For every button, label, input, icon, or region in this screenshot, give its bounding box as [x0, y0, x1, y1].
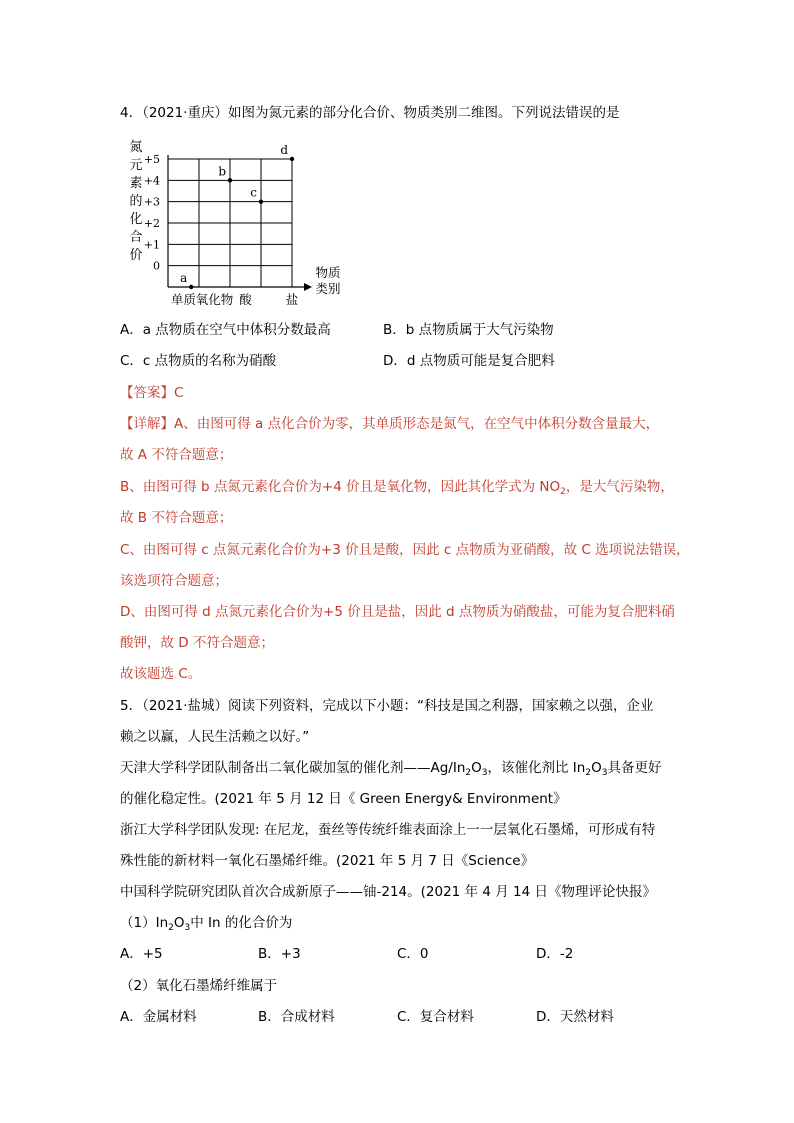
point-b	[228, 178, 232, 182]
q5-material-3: 中国科学院研究团队首次合成新原子——铀-214。(2021 年 4 月 14 日《物理评论快报》	[120, 884, 656, 900]
q5-subquestion-1: $(1)In_2O_3$中 In 的化合价为	[120, 915, 293, 933]
q5-sq1-option-c: C．0	[397, 946, 429, 962]
y-tick-label: +1	[143, 238, 160, 252]
y-axis-label-char: 素	[129, 176, 143, 191]
point-label-b: b	[218, 164, 226, 179]
q4-answer: 【答案】C	[120, 385, 184, 401]
q5-sq2-option-b: B．合成材料	[258, 1009, 335, 1025]
q5-material-1-cont: 的催化稳定性。(2021 年 5 月 12 日《 Green Energy& Environment》	[120, 791, 567, 807]
q5-material-2-cont: 殊性能的新材料一氧化石墨烯纤维。(2021 年 5 月 7 日《Science》	[120, 853, 535, 869]
q5-sq1-option-d: D．-2	[536, 946, 574, 962]
q4-option-a: A．a 点物质在空气中体积分数最高	[120, 322, 331, 338]
q5-stem-line-1: 5．（2021·盐城）阅读下列资料，完成以下小题：“科技是国之利器，国家赖之以强，企业	[120, 698, 654, 714]
point-d	[290, 157, 294, 161]
point-label-d: d	[280, 143, 288, 157]
q4-analysis-line-1: 【详解】A、由图可得 a 点化合价为零，其单质形态是氮气，在空气中体积分数含量最大，	[120, 416, 660, 432]
valence-category-chart	[120, 135, 360, 305]
q4-option-c: C．c 点物质的名称为硝酸	[120, 353, 277, 369]
q4-analysis-line-3: B、由图可得 b 点氮元素化合价为+4 价且是氧化物，因此其化学式为 $NO_2$，是大气污染物，	[120, 479, 674, 497]
x-axis-label-part: 类别	[315, 281, 341, 296]
point-label-a: a	[180, 271, 188, 285]
x-tick-label: 酸	[239, 292, 252, 305]
point-a	[189, 285, 193, 289]
point-c	[259, 199, 263, 203]
q5-material-1: 天津大学科学团队制备出二氧化碳加氢的催化剂$——Ag/In_2O_3$，该催化剂比 $In_2O_3$具备更好	[120, 760, 662, 778]
y-tick-label: +3	[143, 195, 160, 209]
x-tick-label: 单质	[170, 292, 197, 305]
y-axis-label-char: 元	[129, 158, 143, 173]
analysis-tag: 【详解】	[120, 416, 174, 432]
y-tick-label: 0	[153, 259, 160, 273]
q4-option-d: D．d 点物质可能是复合肥料	[383, 353, 555, 369]
q4-analysis-line-9: 故该题选 C。	[120, 666, 202, 682]
y-axis-label-char: 的	[129, 194, 143, 209]
x-axis-label	[315, 265, 341, 296]
point-label-c: c	[250, 185, 257, 200]
y-axis-label-char: 价	[129, 248, 143, 263]
q5-sq1-option-a: A．+5	[120, 946, 163, 962]
q5-sq2-option-a: A．金属材料	[120, 1009, 197, 1025]
y-tick-label: +5	[143, 153, 160, 166]
q5-sq2-option-d: D．天然材料	[536, 1009, 614, 1025]
q4-analysis-line-8: 酸钾，故 D 不符合题意；	[120, 635, 274, 651]
q5-material-2: 浙江大学科学团队发现: 在尼龙，蚕丝等传统纤维表面涂上一一层氧化石墨烯，可形成有特	[120, 822, 656, 838]
y-tick-labels	[144, 153, 160, 273]
x-tick-label: 盐	[285, 292, 299, 305]
x-axis-label-part: 物质	[315, 265, 341, 280]
q4-analysis-line-4: 故 B 不符合题意；	[120, 510, 233, 526]
q5-sq1-option-b: B．+3	[258, 946, 301, 962]
x-axis-arrow	[304, 283, 312, 291]
chart-points	[180, 143, 294, 289]
x-tick-label: 氧化物	[195, 292, 234, 305]
y-tick-label: +4	[143, 174, 160, 188]
q4-analysis-line-7: D、由图可得 d 点氮元素化合价为+5 价且是盐，因此 d 点物质为硝酸盐，可能为复合肥料硝	[120, 604, 675, 620]
q4-stem: 4．（2021·重庆）如图为氮元素的部分化合价、物质类别二维图。下列说法错误的是	[120, 105, 620, 121]
y-axis-label-char: 合	[129, 230, 143, 245]
y-axis-label-char: 化	[129, 212, 143, 227]
q4-option-b: B．b 点物质属于大气污染物	[383, 322, 554, 338]
x-tick-labels	[171, 292, 299, 305]
q4-analysis-line-2: 故 A 不符合题意；	[120, 447, 233, 463]
q5-sq2-option-c: C．复合材料	[397, 1009, 474, 1025]
q5-subquestion-2: （2）氧化石墨烯纤维属于	[120, 978, 278, 994]
y-axis-label-char: 氮	[129, 140, 143, 155]
q4-analysis-line-5: C、由图可得 c 点氮元素化合价为+3 价且是酸，因此 c 点物质为亚硝酸，故 C 选项说法错误，	[120, 542, 690, 558]
q4-analysis-line-6: 该选项符合题意；	[120, 573, 228, 589]
q5-stem-line-2: 赖之以赢，人民生活赖之以好。”	[120, 729, 310, 745]
y-axis-label	[129, 140, 142, 263]
y-tick-label: +2	[143, 217, 160, 230]
